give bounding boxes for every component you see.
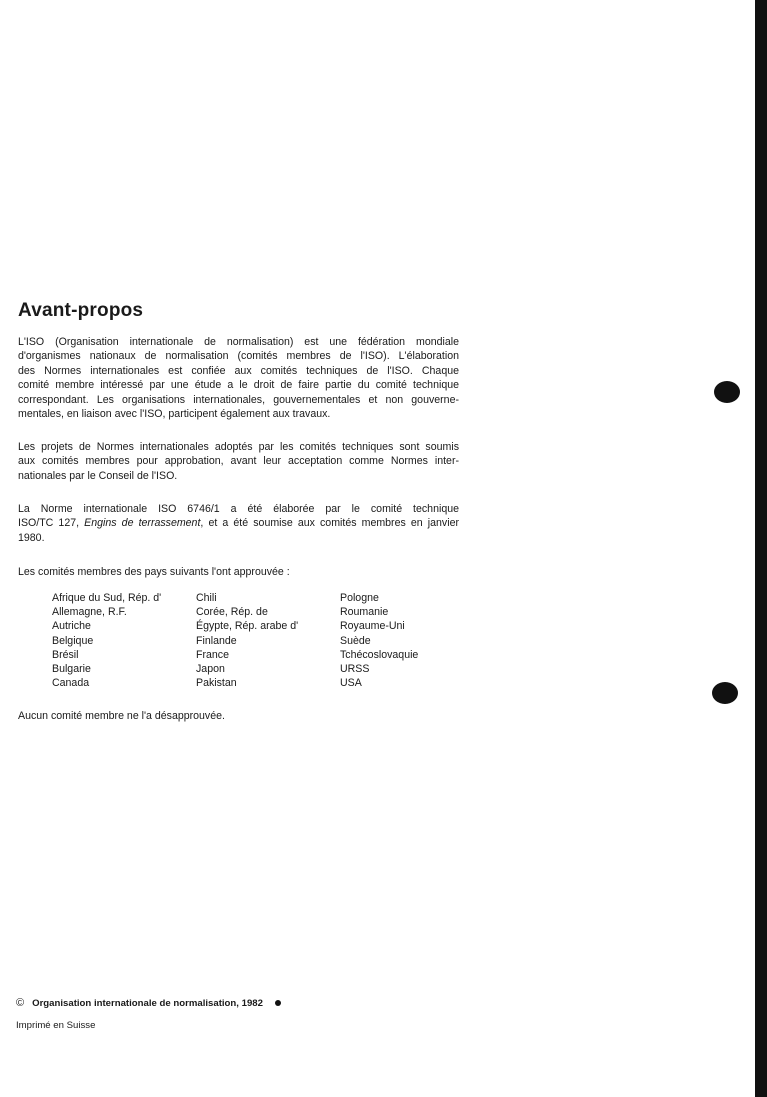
paragraph-line: comité membre intéressé par une étude a le droit de faire partie du comité technique — [18, 379, 459, 392]
country-item: Égypte, Rép. arabe d' — [196, 620, 299, 633]
committee-title: Engins de terrassement — [84, 517, 201, 530]
country-item: Corée, Rép. de — [196, 606, 268, 619]
paragraph-line: L'ISO (Organisation internationale de normalisation) est une fédération mondiale — [18, 336, 459, 348]
country-item: Tchécoslovaquie — [340, 648, 419, 661]
paragraph-iso-description — [18, 335, 459, 421]
scan-edge-bar — [755, 0, 767, 1097]
country-item: Brésil — [52, 648, 79, 661]
paragraph-line: correspondant. Les organisations internationales, gouvernementales et non gouverne- — [18, 393, 459, 406]
paragraph-line: d'organismes nationaux de normalisation (comités membres de l'ISO). L'élaboration — [18, 350, 459, 363]
paragraph-line: Les projets de Normes internationales adoptés par les comités techniques sont soumis — [18, 441, 459, 453]
country-item: Bulgarie — [52, 663, 91, 676]
country-item: USA — [340, 677, 362, 690]
country-item: Suède — [340, 634, 371, 647]
country-item: France — [196, 648, 229, 661]
punch-hole-bottom — [712, 682, 738, 704]
paragraph-line: 1980. — [18, 531, 45, 544]
country-item: Allemagne, R.F. — [52, 606, 127, 619]
paragraph-line: des Normes internationales est confiée aux comités techniques de l'ISO. Chaque — [18, 364, 459, 377]
copyright-text: Organisation internationale de normalisation, 1982 — [32, 998, 263, 1009]
country-item: Finlande — [196, 634, 237, 647]
copyright-symbol: © — [16, 997, 25, 1009]
paragraph-line: nationales par le Conseil de l'ISO. — [18, 469, 178, 482]
country-item: Pologne — [340, 592, 379, 604]
committee-ref: ISO/TC 127, — [18, 517, 85, 530]
submission-text: , et a été soumise aux comités membres en janvier — [200, 517, 459, 530]
country-column-1 — [52, 591, 161, 690]
paragraph-line — [18, 516, 459, 530]
punch-hole-top — [714, 381, 740, 403]
paragraph-line: La Norme internationale ISO 6746/1 a été élaborée par le comité technique — [18, 503, 459, 515]
page-title: Avant-propos — [18, 300, 144, 321]
country-item: URSS — [340, 663, 370, 676]
country-item: Belgique — [52, 634, 94, 647]
paragraph-standard-origin — [18, 502, 459, 545]
copyright-line — [16, 997, 281, 1009]
country-item: Chili — [196, 592, 217, 604]
approval-intro: Les comités membres des pays suivants l'ont approuvée : — [18, 566, 290, 578]
country-item: Pakistan — [196, 677, 237, 690]
country-item: Canada — [52, 677, 90, 690]
country-item: Roumanie — [340, 606, 389, 619]
country-item: Japon — [196, 663, 225, 676]
country-item: Royaume-Uni — [340, 620, 405, 633]
country-item: Autriche — [52, 620, 91, 633]
country-item: Afrique du Sud, Rép. d' — [52, 592, 162, 604]
disapproval-statement: Aucun comité membre ne l'a désapprouvée. — [18, 710, 225, 722]
paragraph-draft-approval — [18, 440, 459, 483]
bullet-dot-icon — [275, 1000, 281, 1006]
printed-in: Imprimé en Suisse — [16, 1020, 96, 1031]
country-column-3 — [340, 591, 418, 690]
paragraph-line: mentales, en liaison avec l'ISO, participent également aux travaux. — [18, 408, 331, 421]
paragraph-line: aux comités membres pour approbation, avant leur acceptation comme Normes inter- — [18, 455, 459, 468]
country-column-2 — [196, 591, 298, 690]
